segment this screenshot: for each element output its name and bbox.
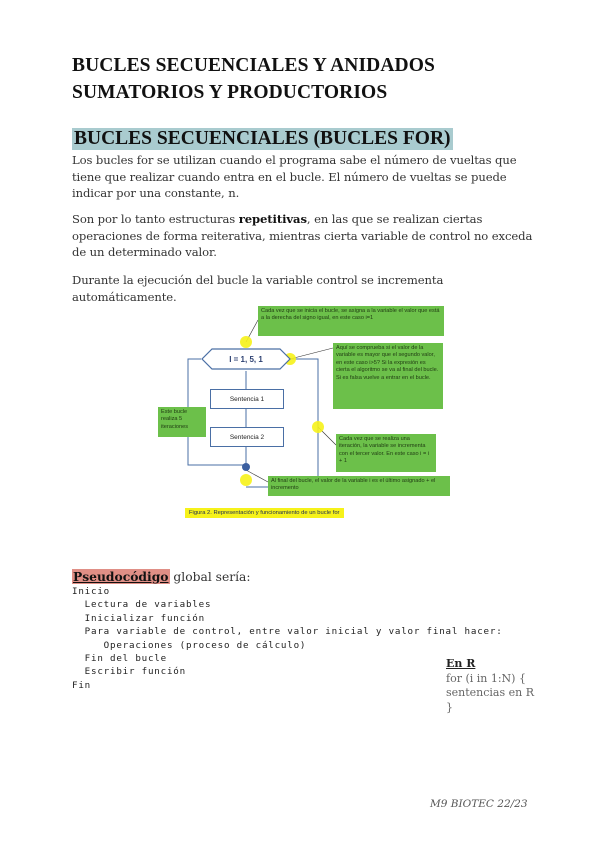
note-top: Cada vez que se inicia el bucle, se asigna a la variable el valor que está a la derecha del signo igual, en este caso i=1 bbox=[258, 306, 444, 336]
code-line: Lectura de variables bbox=[72, 599, 212, 611]
paragraph-2-bold: repetitivas bbox=[238, 212, 307, 226]
code-line: Fin del bucle bbox=[72, 653, 167, 665]
figure-caption: Figura 2. Representación y funcionamiento de un bucle for bbox=[185, 508, 344, 518]
code-line: Inicio bbox=[72, 586, 110, 597]
paragraph-2 bbox=[72, 211, 542, 261]
pseudocode-label bbox=[72, 569, 251, 584]
statement-1-box: Sentencia 1 bbox=[210, 389, 284, 409]
document-title bbox=[72, 52, 435, 106]
code-line: Inicializar función bbox=[72, 612, 205, 624]
pseudocode-block bbox=[72, 585, 503, 692]
pseudocode-label-rest: global sería: bbox=[169, 570, 251, 584]
note-right: Aquí se comprueba si el valor de la variable es mayor que el segundo valor, en este caso i>5? Si la expresión es cierta el algoritmo se va al final del bucle. Si es falsa vuelve a entrar en el bucle. bbox=[333, 343, 443, 409]
pseudocode-keyword: Pseudocódigo bbox=[73, 569, 169, 584]
title-line-2: SUMATORIOS Y PRODUCTORIOS bbox=[72, 82, 388, 103]
r-example-line-2: sentencias en R bbox=[446, 686, 535, 699]
paragraph-3: Durante la ejecución del bucle la variable control se incrementa automáticamente. bbox=[72, 273, 444, 304]
code-line: Fin bbox=[72, 679, 91, 691]
statement-2-box: Sentencia 2 bbox=[210, 427, 284, 447]
loop-header-label: I = 1, 5, 1 bbox=[229, 354, 263, 364]
note-bottom: Al final del bucle, el valor de la variable i es el último asignado + el incremento bbox=[268, 476, 450, 496]
note-left: Este bucle realiza 5 iteraciones bbox=[158, 407, 206, 437]
code-line: Operaciones (proceso de cálculo) bbox=[72, 639, 307, 651]
paragraph-2-before: Son por lo tanto estructuras bbox=[72, 212, 239, 226]
section-heading: BUCLES SECUENCIALES (BUCLES FOR) bbox=[74, 128, 451, 149]
r-example-heading: En R bbox=[446, 657, 476, 670]
paragraph-1: Los bucles for se utilizan cuando el programa sabe el número de vueltas que tiene que realizar cuando entra en el bucle. El número de vueltas se puede indicar por una constante, n. bbox=[72, 153, 517, 200]
r-example-line-3: } bbox=[446, 700, 453, 714]
note-mid: Cada vez que se realiza una iteración, la variable se incrementa con el tercer valor. En este caso i = i + 1 bbox=[336, 434, 436, 472]
r-example bbox=[446, 657, 546, 715]
code-line: Escribir función bbox=[72, 666, 186, 678]
title-line-1: BUCLES SECUENCIALES Y ANIDADOS bbox=[72, 55, 435, 76]
for-loop-diagram bbox=[150, 300, 456, 500]
r-example-line-1: for (i in 1:N) { bbox=[446, 671, 526, 685]
paragraph-2-after: , en las que se realizan ciertas operaciones de forma reiterativa, mientras cierta variable de control no exceda de un determinado valor. bbox=[72, 212, 533, 259]
page-footer: M9 BIOTEC 22/23 bbox=[430, 798, 528, 810]
code-line: Para variable de control, entre valor inicial y valor final hacer: bbox=[72, 626, 503, 638]
